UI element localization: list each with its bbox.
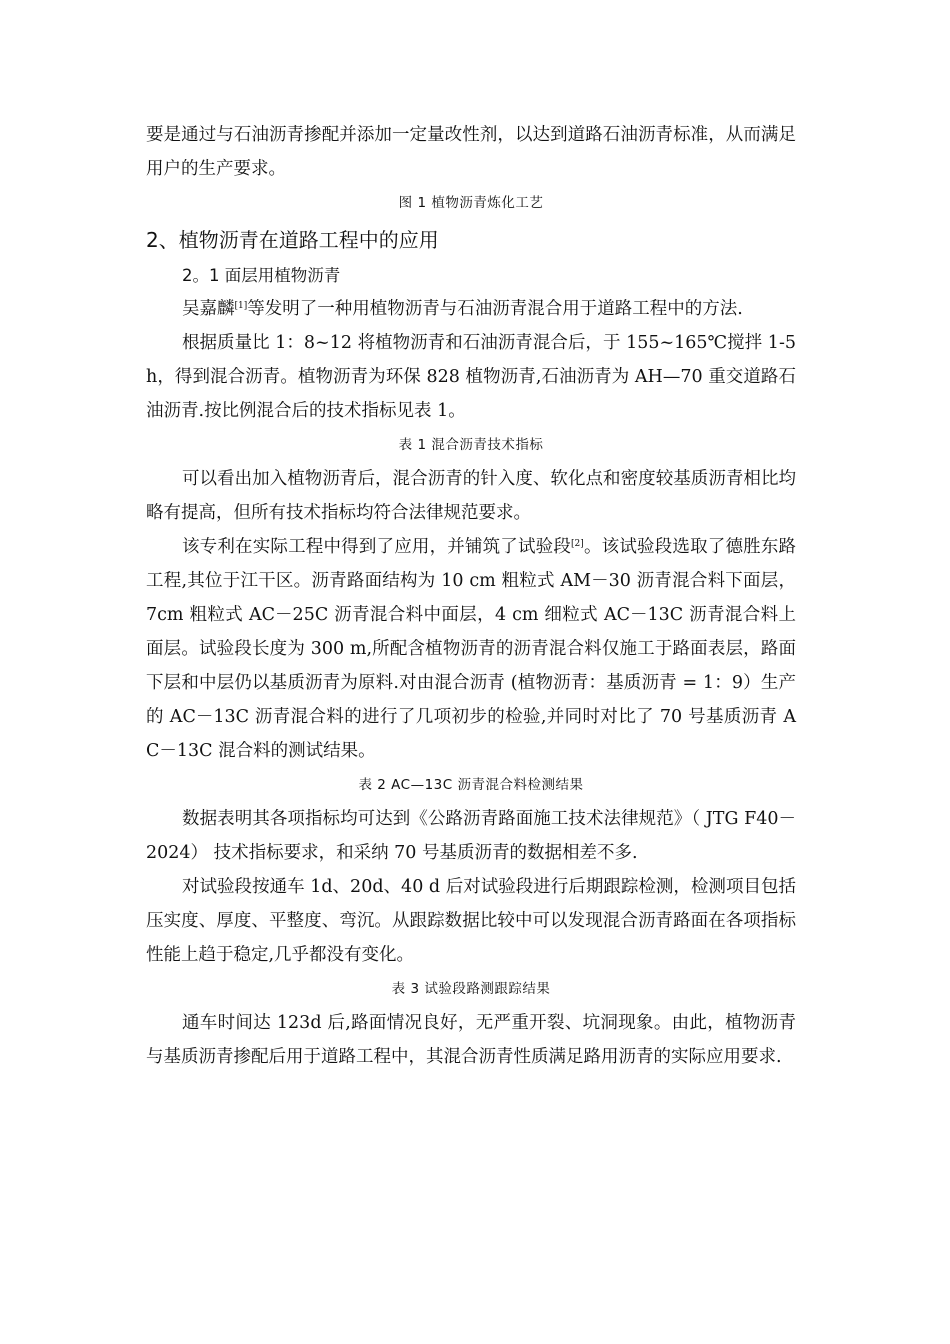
table-1-caption: 表 1 混合沥青技术指标 <box>398 437 544 453</box>
test-section-text-b: 。该试验段选取了德胜东路工程,其位于江干区。沥青路面结构为 10 cm 粗粒式 AM－30 沥青混合料下面层，7cm 粗粒式 AC－25C 沥青混合料中面层，4 cm 细粒式 AC－13C 沥青混合料上面层。试验段长度为 300 m,所配含植物沥青的沥青混合料仅施工于路面表层，路面下层和中层仍以基质沥青为原料.对由混合沥青 (植物沥青：基质沥青 = 1：9）生产的 AC－13C 沥青混合料的进行了几项初步的检验,并同时对比了 70 号基质沥青 AC－13C 混合料的测试结果。 <box>146 537 797 761</box>
paragraph-continuation: 要是通过与石油沥青掺配并添加一定量改性剂，以达到道路石油沥青标准，从而满足用户的生产要求。 <box>146 125 796 179</box>
paragraph-table1-analysis: 可以看出加入植物沥青后，混合沥青的针入度、软化点和密度较基质沥青相比均略有提高，但所有技术指标均符合法律规范要求。 <box>146 469 796 523</box>
reference-1: [1] <box>234 301 248 311</box>
paragraph-table2-analysis: 数据表明其各项指标均可达到《公路沥青路面施工技术法律规范》（ JTG F40－2024） 技术指标要求，和采纳 70 号基质沥青的数据相差不多. <box>146 809 796 863</box>
figure-1-caption: 图 1 植物沥青炼化工艺 <box>398 195 544 211</box>
paragraph-test-section <box>146 530 796 768</box>
author-text: 吴嘉麟 <box>182 299 235 319</box>
paragraph-patent-intro <box>146 292 796 326</box>
section-2-heading: 2、植物沥青在道路工程中的应用 <box>146 228 439 252</box>
paragraph-mixing-ratio: 根据质量比 1：8~12 将植物沥青和石油沥青混合后，于 155~165℃搅拌 1-5h，得到混合沥青。植物沥青为环保 828 植物沥青,石油沥青为 AH—70 重交道路石油沥青.按比例混合后的技术指标见表 1。 <box>146 333 796 421</box>
paragraph-conclusion: 通车时间达 123d 后,路面情况良好，无严重开裂、坑洞现象。由此，植物沥青与基质沥青掺配后用于道路工程中，其混合沥青性质满足路用沥青的实际应用要求. <box>146 1013 796 1067</box>
table-3-caption: 表 3 试验段路测跟踪结果 <box>391 981 551 997</box>
reference-2: [2] <box>571 539 584 549</box>
section-2-1-heading: 2。1 面层用植物沥青 <box>182 266 341 285</box>
table-2-caption: 表 2 AC—13C 沥青混合料检测结果 <box>358 777 584 793</box>
document-body <box>146 118 796 1074</box>
paragraph-tracking: 对试验段按通车 1d、20d、40 d 后对试验段进行后期跟踪检测，检测项目包括压实度、厚度、平整度、弯沉。从跟踪数据比较中可以发现混合沥青路面在各项指标性能上趋于稳定,几乎都没有变化。 <box>146 877 796 965</box>
patent-intro-text: 等发明了一种用植物沥青与石油沥青混合用于道路工程中的方法. <box>247 299 743 319</box>
test-section-text-a: 该专利在实际工程中得到了应用，并铺筑了试验段 <box>182 537 572 557</box>
